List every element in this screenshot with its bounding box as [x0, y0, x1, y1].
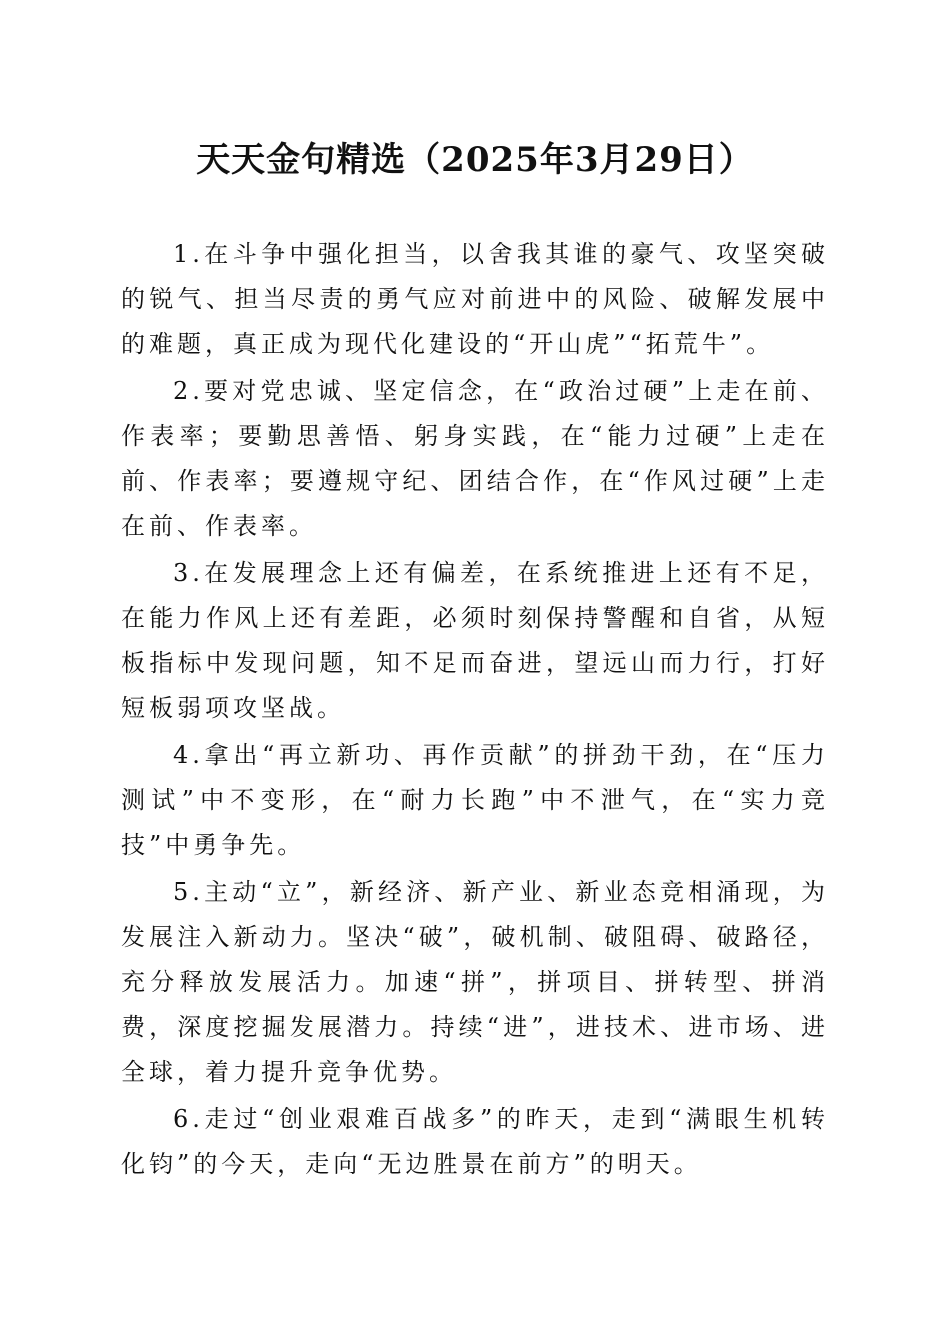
paragraph-5: 5.主动“立”，新经济、新产业、新业态竞相涌现，为发展注入新动力。坚决“破”，破机制、破阻碍、破路径，充分释放发展活力。加速“拼”，拼项目、拼转型、拼消费，深度挖掘发展潜力。持续“进”，进技术、进市场、进全球，着力提升竞争优势。	[121, 878, 829, 1086]
paragraph-2: 2.要对党忠诚、坚定信念，在“政治过硬”上走在前、作表率；要勤思善悟、躬身实践，在“能力过硬”上走在前、作表率；要遵规守纪、团结合作，在“作风过硬”上走在前、作表率。	[121, 377, 829, 540]
document-body	[121, 232, 829, 1189]
paragraph-4: 4.拿出“再立新功、再作贡献”的拼劲干劲，在“压力测试”中不变形，在“耐力长跑”中不泄气，在“实力竞技”中勇争先。	[121, 741, 829, 859]
page-title: 天天金句精选（2025年3月29日）	[196, 140, 754, 180]
paragraph-1: 1.在斗争中强化担当，以舍我其谁的豪气、攻坚突破的锐气、担当尽责的勇气应对前进中的风险、破解发展中的难题，真正成为现代化建设的“开山虎”“拓荒牛”。	[121, 240, 829, 358]
paragraph-3: 3.在发展理念上还有偏差，在系统推进上还有不足，在能力作风上还有差距，必须时刻保持警醒和自省，从短板指标中发现问题，知不足而奋进，望远山而力行，打好短板弱项攻坚战。	[121, 559, 829, 722]
paragraph-6: 6.走过“创业艰难百战多”的昨天，走到“满眼生机转化钧”的今天，走向“无边胜景在前方”的明天。	[121, 1105, 829, 1178]
